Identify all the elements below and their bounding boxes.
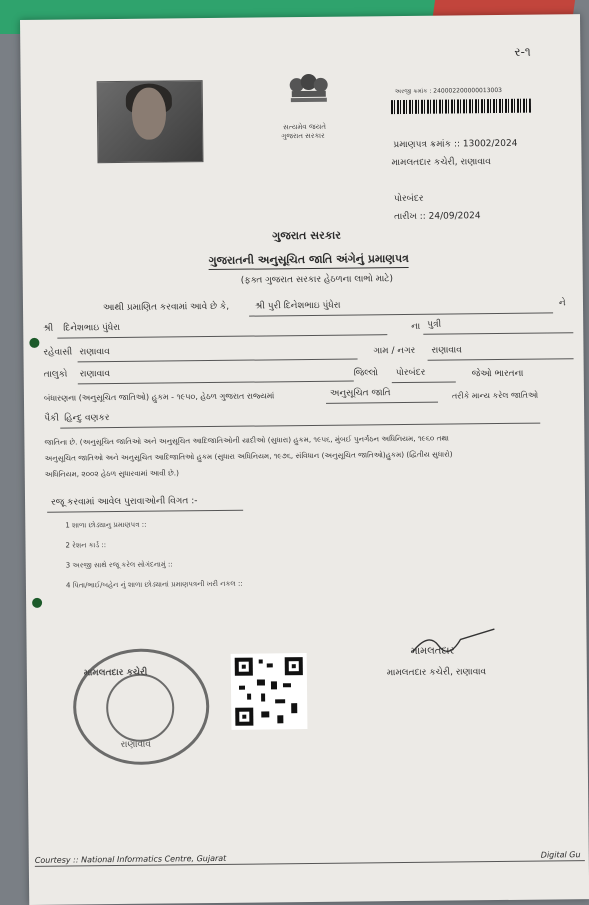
certificate-subtitle: (ફક્ત ગુજરાત સરકાર હેઠળના લાભો માટે) bbox=[240, 274, 394, 286]
footer-digital: Digital Gu bbox=[540, 850, 581, 860]
recognized-text: તરીકે માન્ય કરેલ જાતિઓ bbox=[451, 390, 539, 401]
signatory-title: મામલતદાર bbox=[410, 645, 455, 657]
certificate-number: પ્રમાણપત્ર ક્રમાંક :: 13002/2024 bbox=[393, 138, 518, 151]
document-item: 2 રેશન કાર્ડ :: bbox=[65, 541, 107, 550]
taluka-label: તાલુકો bbox=[43, 369, 68, 380]
footer-courtesy: Courtesy :: National Informatics Centre, Gujarat bbox=[34, 853, 227, 865]
punch-hole bbox=[32, 598, 42, 608]
caste-value: હિન્દુ વણકર bbox=[64, 413, 110, 424]
issue-date: તારીખ :: 24/09/2024 bbox=[394, 211, 481, 223]
barcode-text: અરજી ક્રમાંક : 240002200000013003 bbox=[394, 86, 502, 96]
relation-value: પુત્રી bbox=[427, 319, 442, 330]
ashoka-emblem-icon bbox=[283, 71, 336, 122]
village-label: ગામ / નગર bbox=[373, 345, 416, 357]
father-name: દિનેશભાઇ પુંધેરા bbox=[63, 322, 121, 334]
documents-heading: રજૂ કરવામાં આવેલ પુરાવાઓની વિગત :- bbox=[51, 496, 198, 508]
order-text: બંધારણના (અનુસૂચિત જાતિઓ) હુકમ - ૧૯૫૦, હેઠળ ગુજરાત રાજ્યમાં bbox=[43, 391, 275, 403]
intro-text: આથી પ્રમાણિત કરવામાં આવે છે કે, bbox=[102, 301, 230, 314]
qr-code bbox=[231, 653, 308, 730]
government-heading: ગુજરાત સરકાર bbox=[272, 228, 342, 243]
seal-bottom-text: રાણાવાવ bbox=[120, 739, 151, 750]
legal-paragraph-1: જાતિના છે. (અનુસૂચિત જાતિઓ અને અનુસૂચિત આદિજાતિઓની યાદીઓ (સુધારા) હુકમ, ૧૯૫૬, મુંબઈ પુનર્ગઠન અધિનિયમ, ૧૯૬૦ તથા bbox=[44, 433, 449, 447]
emblem-caption-2: ગુજરાત સરકાર bbox=[281, 131, 325, 141]
punch-hole bbox=[29, 338, 39, 348]
relation-label: ના bbox=[411, 321, 421, 332]
official-seal bbox=[73, 648, 210, 765]
applicant-photo bbox=[97, 80, 204, 163]
header-district: પોરબંદર bbox=[393, 193, 424, 205]
document-item: 4 પિતા/ભાઈ/બહેન નું શાળા છોડ્યાનાં પ્રમાણપત્રની ખરી નકલ :: bbox=[65, 579, 243, 590]
certificate-title: ગુજરાતની અનુસૂચિત જાતિ અંગેનું પ્રમાણપત્ર bbox=[208, 252, 409, 270]
document-item: 1 શાળા છોડ્યાનુ પ્રમાણપત્ર :: bbox=[65, 520, 147, 530]
page-mark: ર-૧ bbox=[514, 44, 531, 59]
signatory-office: મામલતદાર કચેરી, રાણાવાવ bbox=[386, 667, 487, 679]
caste-prefix: પૈકી bbox=[44, 413, 60, 424]
name-suffix: ને bbox=[558, 298, 566, 309]
father-prefix: શ્રી bbox=[43, 323, 54, 334]
legal-paragraph-2: અનુસૂચિત જાતિઓ અને અનુસૂચિત આદિજાતિઓ હુકમ (સુધારા અધિનિયમ, ૧૯૭૬, સંવિધાન (અનુસૂચિત જાતિઓ)હુકમ) (દ્વિતીય સુધારો) bbox=[44, 449, 453, 463]
applicant-name: શ્રી પુરી દિનેશભાઇ પુંધેરા bbox=[254, 300, 341, 312]
emblem-caption-1: સત્યમેવ જયતે bbox=[283, 122, 327, 132]
resident-label: રહેવાસી bbox=[43, 347, 73, 358]
seal-text: મામલતદાર કચેરી bbox=[83, 667, 148, 679]
barcode bbox=[391, 99, 531, 114]
district-label: જિલ્લો bbox=[353, 368, 379, 379]
district-value: પોરબંદર bbox=[395, 367, 426, 379]
village-value: રાણાવાવ bbox=[431, 345, 462, 356]
caste-category: અનુસૂચિત જાતિ bbox=[329, 388, 391, 399]
office-line: મામલતદાર કચેરી, રાણાવાવ bbox=[391, 157, 491, 169]
certificate-page bbox=[20, 14, 589, 905]
state-label: જેઓ ભારતના bbox=[471, 368, 524, 380]
document-item: 3 અરજી સાથે રજૂ કરેલ સોગંદનામું :: bbox=[65, 560, 173, 570]
resident-value: રાણાવાવ bbox=[79, 347, 110, 358]
taluka-value: રાણાવાવ bbox=[79, 369, 111, 380]
legal-paragraph-3: અધિનિયમ, ૨૦૦૨ હેઠળ સુધારવામાં આવી છે.) bbox=[44, 468, 179, 479]
